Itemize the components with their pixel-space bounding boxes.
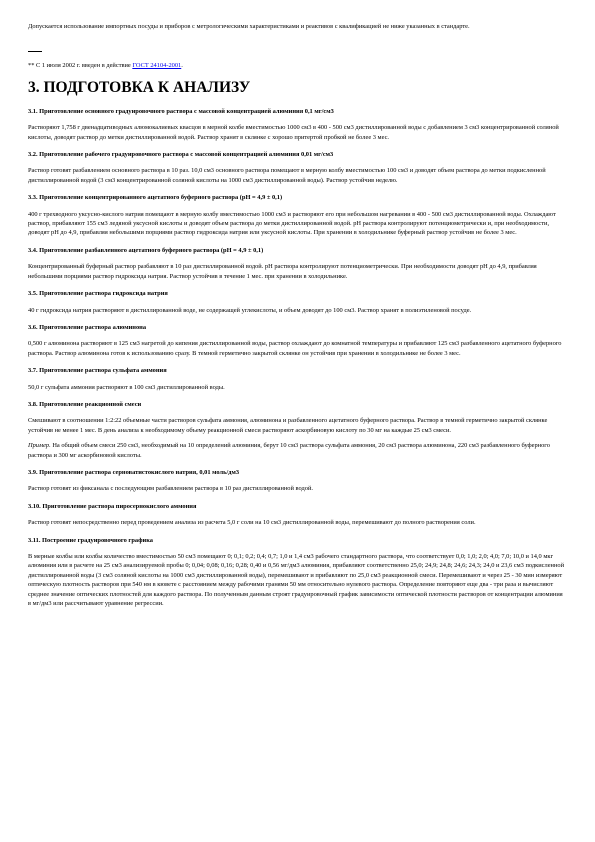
footnote-suffix: . xyxy=(181,62,183,70)
section-3-5-title: 3.5. Приготовление раствора гидроксида натрия xyxy=(28,290,168,298)
footnote xyxy=(28,61,567,70)
section-3-1-body: Растворяют 1,758 г двенадцативодных алюмокалиевых квасцов в мерной колбе вместимостью 1000 см3 в 400 - 500 см3 дистиллированной воды с добавлением 3 см3 концентрированной соляной кислоты, доводят раствор до метки дистиллированной водой. Раствор хранят в склянке с хорошо притертой пробкой не более 3 мес. xyxy=(28,124,559,141)
example-label: Пример. xyxy=(28,442,51,450)
section-3-8-example xyxy=(28,441,567,460)
section-3-11-body: В мерные колбы или колбы количество вместимостью 50 см3 помещают 0; 0,1; 0,2; 0,4; 0,7; 1,0 и 1,4 см3 рабочего стандартного раствора, что соответствует 0,0; 1,0; 2,0; 4,0; 7,0; 10,0 и 14,0 мкг алюминия или в расчете на 25 см3 анализируемой пробы 0; 0,04; 0,08; 0,16; 0,28; 0,40 и 0,56 мг/дм3 алюминия, прибавляют соответственно 25,0; 24,9; 24,8; 24,6; 24,3; 24,0 и 23,6 см3 подкисленной дистиллированной воды (3 см3 соляной кислоты на 1000 см3 дистиллированной воды), перемешивают и прибавляют по 25,0 см3 реакционной смеси. Перемешивают и через 25 - 30 мин измеряют оптическую плотность растворов при 540 нм в кювете с расстоянием между рабочими гранями 50 мм относительно нулевого раствора. Определение повторяют еще два - три раза и вычисляют среднее значение оптических плотностей для каждого раствора. По полученным данным строят градуировочный график зависимости оптической плотности растворов от концентрации алюминия в мг/дм3 или рассчитывают уравнение регрессии. xyxy=(28,553,565,608)
section-3-6-title: 3.6. Приготовление раствора алюминона xyxy=(28,323,147,331)
footnote-divider xyxy=(28,51,42,52)
section-3-9-title: 3.9. Приготовление раствора серноватистокислого натрия, 0,01 моль/дм3 xyxy=(28,468,240,476)
example-text: На общий объем смеси 250 см3, необходимый на 10 определений алюминия, берут 10 см3 раствора сульфата аммония, 20 см3 раствора алюминона, 220 см3 разбавленного буферного раствора и 300 мг аскорбиновой кислоты. xyxy=(28,442,550,459)
section-3-5-body: 40 г гидроксида натрия растворяют в дистиллированной воде, не содержащей углекислоты, и объем доводят до 100 см3. Раствор хранят в полиэтиленовой посуде. xyxy=(28,306,472,314)
section-3-10-title: 3.10. Приготовление раствора пиросернокислого аммония xyxy=(28,502,197,510)
section-3-10-body: Раствор готовят непосредственно перед проведением анализа из расчета 5,0 г соли на 10 см3 дистиллированной воды, перемешивают до полного растворения соли. xyxy=(28,519,476,527)
section-3-7-title: 3.7. Приготовление раствора сульфата аммония xyxy=(28,367,167,375)
gost-link[interactable]: ГОСТ 24104-2001 xyxy=(132,62,182,70)
section-3-3-title: 3.3. Приготовление концентрированного ацетатного буферного раствора (рН = 4,9 ± 0,1) xyxy=(28,194,283,202)
section-3-1-title: 3.1. Приготовление основного градуировочного раствора с массовой концентрацией алюминия 0,1 мг/см3 xyxy=(28,107,334,115)
intro-paragraph: Допускается использование импортных посуды и приборов с метрологическими характеристиками и реактивов с квалификацией не ниже указанных в стандарте. xyxy=(28,23,470,30)
section-heading: 3. ПОДГОТОВКА К АНАЛИЗУ xyxy=(28,78,251,96)
section-3-4-body: Концентрированный буферный раствор разбавляют в 10 раз дистиллированной водой. рН раствора контролируют потенциометрически. При необходимости доводят рН до 4,9, прибавляя небольшими порциями раствор гидроксида натрия. Раствор устойчив в течение 1 мес. при хранении в холодильнике. xyxy=(28,263,537,280)
section-3-11-title: 3.11. Построение градуировочного графика xyxy=(28,536,153,544)
section-3-4-title: 3.4. Приготовление разбавленного ацетатного буферного раствора (рН = 4,9 ± 0,1) xyxy=(28,246,264,254)
section-3-2-body: Раствор готовят разбавлением основного раствора в 10 раз. 10,0 см3 основного раствора помещают в мерную колбу вместимостью 100 см3 и доводят объем раствора до метки подкисленной дистиллированной водой (3 см3 концентрированной соляной кислоты на 1000 см3 дистиллированной воды). Раствор устойчив неделю. xyxy=(28,167,546,184)
section-3-7-body: 50,0 г сульфата аммония растворяют в 100 см3 дистиллированной воды. xyxy=(28,383,225,391)
section-3-6-body: 0,500 г алюминона растворяют в 125 см3 нагретой до кипения дистиллированной воды, раствор охлаждают до комнатной температуры и прибавляют 125 см3 разбавленного ацетатного буферного раствора. Раствор алюминона готов к использованию сразу. В темной герметично закрытой склянке он устойчив при хранении в холодильнике не более 3 мес. xyxy=(28,340,562,357)
footnote-prefix: ** С 1 июля 2002 г. введен в действие xyxy=(28,62,133,70)
section-3-8-title: 3.8. Приготовление реакционной смеси xyxy=(28,400,142,408)
section-3-3-body: 400 г трехводного уксусно-кислого натрия помещают в мерную колбу вместимостью 1000 см3 и растворяют его при небольшом нагревании в 400 - 500 см3 дистиллированной воды. Охлаждают раствор, прибавляют 155 см3 ледяной уксусной кислоты и доводят объем раствора до метки дистиллированной водой. рН раствора контролируют потенциометрически и, при необходимости, доводят рН до 4,9, прибавляя небольшими порциями раствор гидроксида натрия или уксусной кислоты. При хранении в холодильнике буферный раствор устойчив не более 3 мес. xyxy=(28,210,556,237)
section-3-9-body: Раствор готовят из фиксанала с последующим разбавлением раствора в 10 раз дистиллированной водой. xyxy=(28,485,313,493)
section-3-8-body: Смешивают в соотношении 1:2:22 объемные части растворов сульфата аммония, алюминона и разбавленного ацетатного буферного раствора. Раствор в темной герметично закрытой склянке устойчив не менее 1 мес. В день анализа к необходимому объему реакционной смеси растворяют аскорбиновую кислоту по 30 мг на каждые 25 см3 смеси. xyxy=(28,417,548,434)
section-3-2-title: 3.2. Приготовление рабочего градуировочного раствора с массовой концентрацией алюминия 0,01 мг/см3 xyxy=(28,151,334,159)
